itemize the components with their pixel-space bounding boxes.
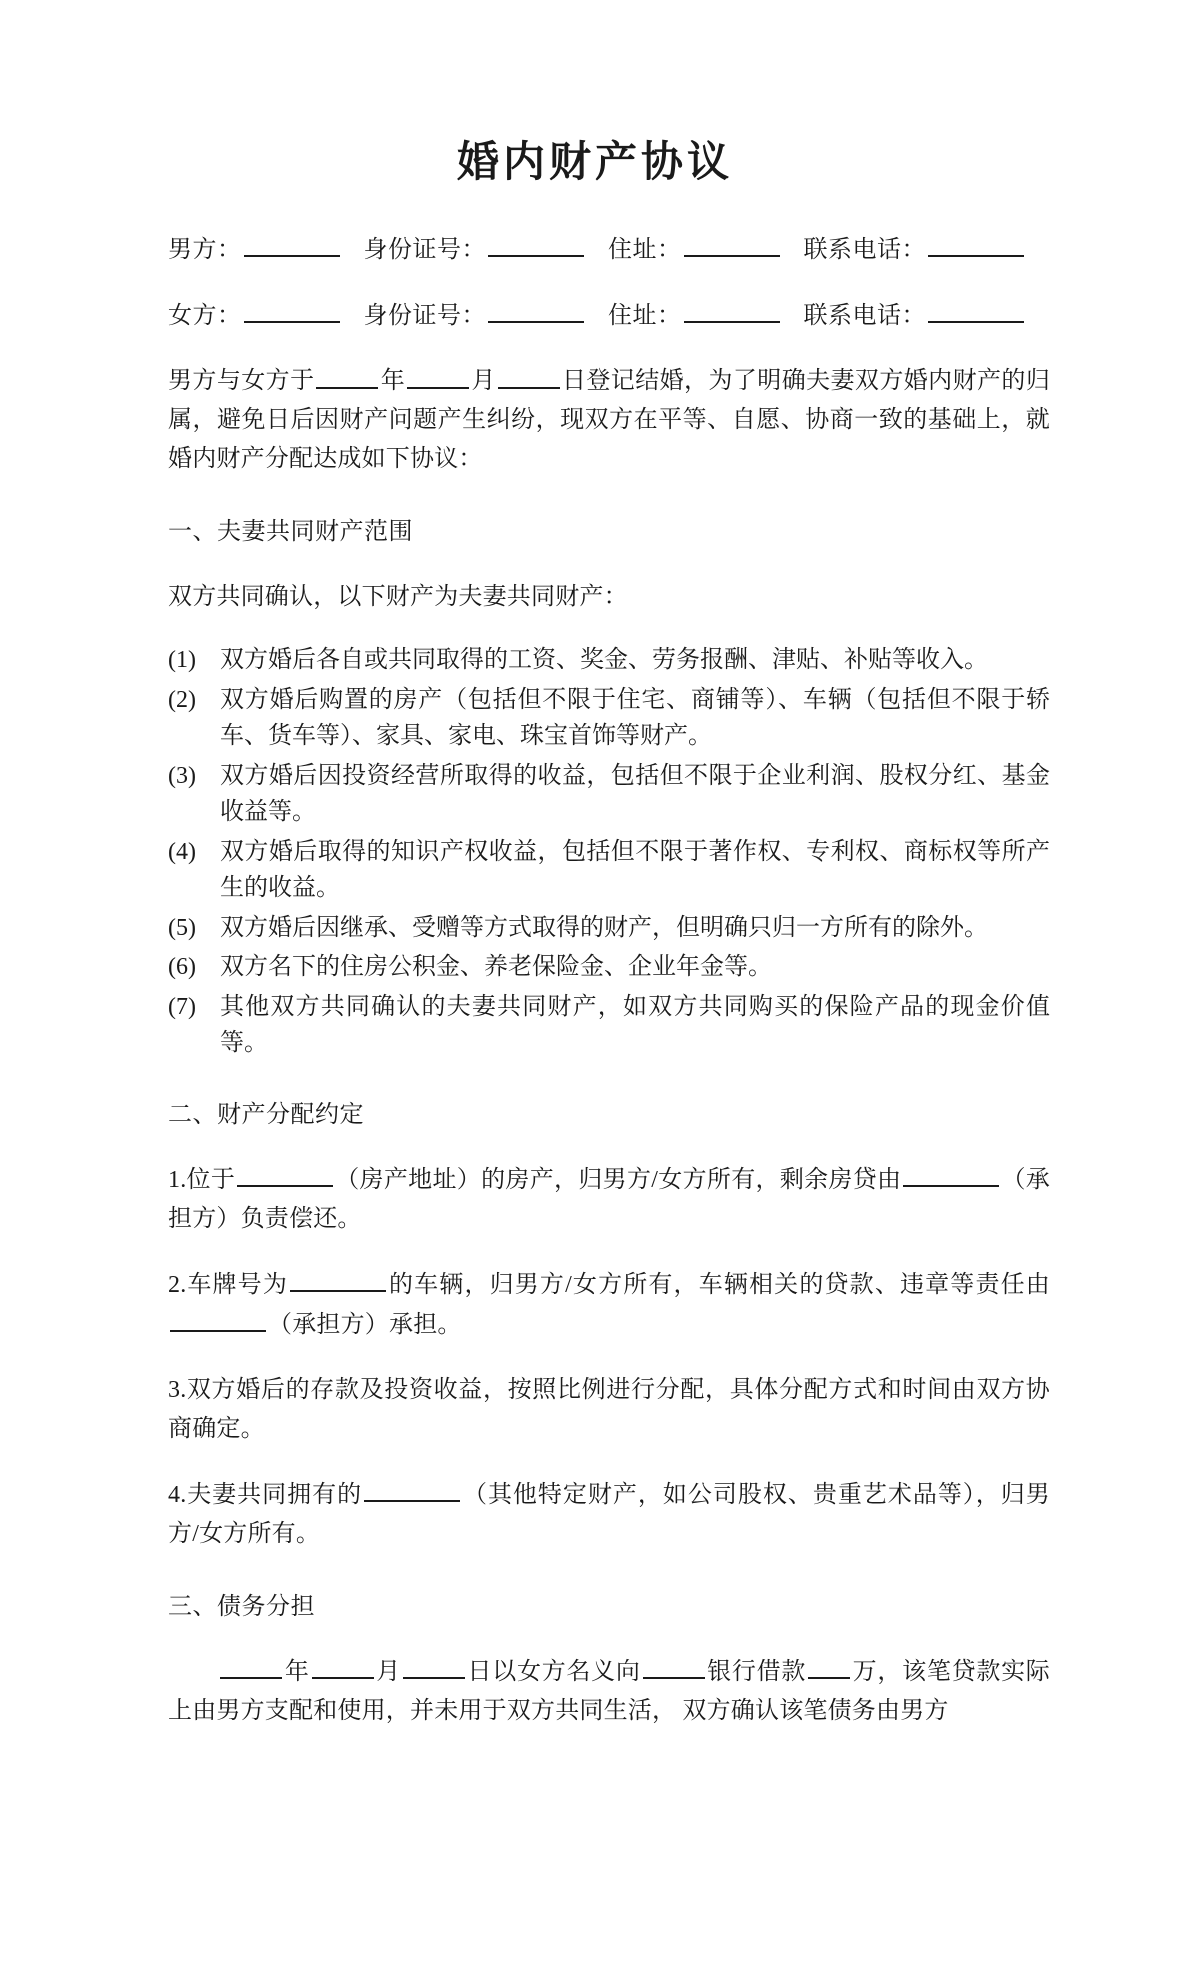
clause-savings-investment: 3.双方婚后的存款及投资收益，按照比例进行分配，具体分配方式和时间由双方协商确定。 xyxy=(168,1377,1050,1442)
female-phone-blank[interactable] xyxy=(928,296,1024,323)
clause-1-part-c: （承担方）负责偿还。 xyxy=(168,1167,1050,1233)
debt-day-blank[interactable] xyxy=(403,1652,465,1679)
marriage-month-blank[interactable] xyxy=(407,361,469,388)
clause-1-part-a: 1.位于 xyxy=(168,1167,236,1194)
list-item-text: 其他双方共同确认的夫妻共同财产，如双方共同购买的保险产品的现金价值等。 xyxy=(220,993,1050,1057)
male-phone-label: 联系电话： xyxy=(803,237,926,264)
list-marker: (1) xyxy=(168,647,196,674)
vehicle-liability-bearer-blank[interactable] xyxy=(170,1305,266,1332)
clause-2-part-b: 的车辆，归男方/女方所有，车辆相关的贷款、违章等责任由 xyxy=(388,1272,1050,1299)
debt-day-label: 日以女方名义向 xyxy=(466,1659,641,1686)
section-one-intro: 双方共同确认，以下财产为夫妻共同财产： xyxy=(168,583,628,610)
clause-4-part-b: （其他特定财产，如公司股权、贵重艺术品等），归男方/女方所有。 xyxy=(168,1481,1050,1547)
clause-other-property xyxy=(168,1475,1050,1554)
clause-property-house xyxy=(168,1160,1050,1239)
page-title: 婚内财产协议 xyxy=(456,140,733,186)
marriage-year-blank[interactable] xyxy=(316,361,378,388)
clause-4-part-a: 4.夫妻共同拥有的 xyxy=(168,1481,363,1508)
female-phone-label: 联系电话： xyxy=(803,302,926,329)
common-property-list xyxy=(168,642,1050,1061)
list-item-text: 双方婚后因继承、受赠等方式取得的财产，但明确只归一方所有的除外。 xyxy=(220,914,988,941)
female-id-blank[interactable] xyxy=(488,296,584,323)
debt-amount-blank[interactable] xyxy=(808,1652,850,1679)
party-row-male xyxy=(168,230,1050,270)
list-marker: (7) xyxy=(168,993,196,1020)
list-item-text: 双方婚后因投资经营所取得的收益，包括但不限于企业利润、股权分红、基金收益等。 xyxy=(220,762,1050,826)
male-role-label: 男方： xyxy=(168,237,242,264)
list-marker: (2) xyxy=(168,686,196,713)
list-item xyxy=(168,949,1050,985)
debt-month-blank[interactable] xyxy=(312,1652,374,1679)
clause-property-vehicle xyxy=(168,1265,1050,1345)
male-address-blank[interactable] xyxy=(684,230,780,257)
male-address-label: 住址： xyxy=(608,237,682,264)
list-item xyxy=(168,989,1050,1062)
female-address-label: 住址： xyxy=(608,302,682,329)
male-phone-blank[interactable] xyxy=(928,230,1024,257)
list-item xyxy=(168,758,1050,831)
male-id-blank[interactable] xyxy=(488,230,584,257)
list-marker: (4) xyxy=(168,838,196,865)
debt-amount-label: 万，该笔贷款实际上由男方支配和使用，并未用于双方共同生活， 双方确认该笔债务由男方 xyxy=(168,1659,1051,1725)
female-id-label: 身份证号： xyxy=(363,302,486,329)
section-heading-three: 三、债务分担 xyxy=(168,1593,315,1620)
list-marker: (5) xyxy=(168,914,196,941)
debt-bank-blank[interactable] xyxy=(643,1652,705,1679)
clause-2-part-a: 2.车牌号为 xyxy=(168,1272,288,1299)
male-name-blank[interactable] xyxy=(244,230,340,257)
preamble-month-label: 月 xyxy=(471,368,496,395)
list-marker: (3) xyxy=(168,762,196,789)
section-heading-one: 一、夫妻共同财产范围 xyxy=(168,519,413,546)
list-item-text: 双方名下的住房公积金、养老保险金、企业年金等。 xyxy=(220,954,772,981)
other-property-blank[interactable] xyxy=(364,1475,460,1502)
house-loan-bearer-blank[interactable] xyxy=(903,1160,999,1187)
house-address-blank[interactable] xyxy=(237,1160,333,1187)
male-id-label: 身份证号： xyxy=(363,237,486,264)
clause-1-part-b: （房产地址）的房产，归男方/女方所有，剩余房贷由 xyxy=(335,1167,902,1194)
debt-paragraph xyxy=(168,1652,1050,1731)
debt-month-label: 月 xyxy=(375,1659,401,1686)
list-item-text: 双方婚后取得的知识产权收益，包括但不限于著作权、专利权、商标权等所产生的收益。 xyxy=(220,838,1050,902)
party-row-female xyxy=(168,296,1050,336)
female-role-label: 女方： xyxy=(168,302,242,329)
clause-2-part-c: （承担方）承担。 xyxy=(268,1312,462,1339)
female-address-blank[interactable] xyxy=(684,296,780,323)
list-item-text: 双方婚后各自或共同取得的工资、奖金、劳务报酬、津贴、补贴等收入。 xyxy=(220,647,988,674)
list-item xyxy=(168,682,1050,755)
preamble-lead: 男方与女方于 xyxy=(168,368,315,395)
marriage-day-blank[interactable] xyxy=(498,361,560,388)
plate-number-blank[interactable] xyxy=(290,1265,386,1292)
debt-bank-label: 银行借款 xyxy=(706,1659,807,1686)
debt-year-blank[interactable] xyxy=(220,1652,282,1679)
preamble-body: 日登记结婚，为了明确夫妻双方婚内财产的归属，避免日后因财产问题产生纠纷，现双方在平等、自愿、协商一致的基础上，就婚内财产分配达成如下协议： xyxy=(168,368,1051,473)
female-name-blank[interactable] xyxy=(244,296,340,323)
debt-year-label: 年 xyxy=(284,1659,310,1686)
section-heading-two: 二、财产分配约定 xyxy=(168,1101,364,1128)
preamble-year-label: 年 xyxy=(380,368,406,395)
list-item xyxy=(168,910,1050,946)
page-bottom-space xyxy=(168,1757,1050,1927)
list-marker: (6) xyxy=(168,954,196,981)
list-item-text: 双方婚后购置的房产（包括但不限于住宅、商铺等）、车辆（包括但不限于轿车、货车等）、家具、家电、珠宝首饰等财产。 xyxy=(220,686,1050,750)
list-item xyxy=(168,834,1050,907)
list-item xyxy=(168,642,1050,678)
preamble-paragraph xyxy=(168,361,1050,479)
